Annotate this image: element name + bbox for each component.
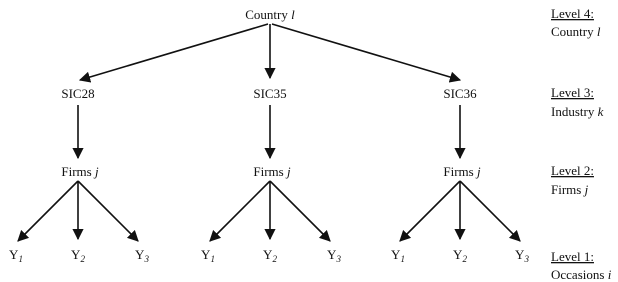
node-industry-1: SIC28 (61, 86, 95, 101)
node-industry-3: SIC36 (443, 86, 477, 101)
edge-firms3-y3 (460, 181, 520, 241)
leaf-1-1-base: Y (9, 247, 19, 262)
leaf-2-3-base: Y (327, 247, 337, 262)
leaf-3-2-base: Y (453, 247, 463, 262)
edge-country-sic36 (272, 24, 460, 80)
node-firms-3-var: j (476, 164, 481, 179)
leaf-3-1-sub: 1 (400, 254, 405, 264)
leaf-3-3-base: Y (515, 247, 525, 262)
level-1-name-var: i (607, 267, 612, 282)
edge-firms3-y1 (400, 181, 460, 241)
leaf-2-3-sub: 3 (336, 254, 341, 264)
node-firms-3-label: Firms (443, 164, 474, 179)
leaf-2-1-sub: 1 (210, 254, 215, 264)
level-4-title: Level 4: (551, 6, 594, 21)
leaf-3-3-sub: 3 (524, 254, 529, 264)
leaf-2-2 (263, 247, 277, 264)
node-country-var: l (291, 7, 295, 22)
node-firms-2-label: Firms (253, 164, 284, 179)
edge-firms2-y1 (210, 181, 270, 241)
leaf-3-3 (515, 247, 529, 264)
node-firms-1-var: j (94, 164, 99, 179)
node-firms-1-label: Firms (61, 164, 92, 179)
level-2-name-label: Firms (551, 182, 582, 197)
node-country-label: Country (245, 7, 288, 22)
node-country (245, 7, 295, 22)
level-2-name-var: j (584, 182, 589, 197)
leaf-1-3 (135, 247, 149, 264)
node-firms-2-var: j (286, 164, 291, 179)
level-1-title: Level 1: (551, 249, 594, 264)
leaf-3-2-sub: 2 (462, 254, 467, 264)
edge-country-sic28 (80, 24, 268, 80)
level-4-name-label: Country (551, 24, 594, 39)
level-3-name-var: k (597, 104, 604, 119)
leaf-1-2 (71, 247, 85, 264)
node-firms-3 (443, 164, 481, 179)
leaf-1-2-base: Y (71, 247, 81, 262)
leaf-2-1 (201, 247, 215, 264)
level-2-title: Level 2: (551, 163, 594, 178)
leaf-1-3-sub: 3 (144, 254, 149, 264)
edges (18, 24, 520, 241)
leaf-2-3 (327, 247, 341, 264)
leaf-1-3-base: Y (135, 247, 145, 262)
leaf-3-2 (453, 247, 467, 264)
edge-firms1-y3 (78, 181, 138, 241)
level-4-name (551, 24, 601, 39)
level-3-name (551, 104, 604, 119)
level-4-name-var: l (596, 24, 601, 39)
node-firms-2 (253, 164, 291, 179)
node-firms-1 (61, 164, 99, 179)
level-3-name-label: Industry (551, 104, 595, 119)
level-1-name (551, 267, 612, 282)
level-1-name-label: Occasions (551, 267, 605, 282)
leaf-2-2-sub: 2 (272, 254, 277, 264)
node-industry-2: SIC35 (253, 86, 287, 101)
edge-firms2-y3 (270, 181, 330, 241)
leaf-1-1-sub: 1 (18, 254, 23, 264)
leaf-1-1 (9, 247, 23, 264)
leaf-2-1-base: Y (201, 247, 211, 262)
leaf-3-1-base: Y (391, 247, 401, 262)
level-legend (551, 6, 612, 282)
leaf-2-2-base: Y (263, 247, 273, 262)
level-2-name (551, 182, 589, 197)
level-3-title: Level 3: (551, 85, 594, 100)
edge-firms1-y1 (18, 181, 78, 241)
leaf-3-1 (391, 247, 405, 264)
leaf-1-2-sub: 2 (80, 254, 85, 264)
